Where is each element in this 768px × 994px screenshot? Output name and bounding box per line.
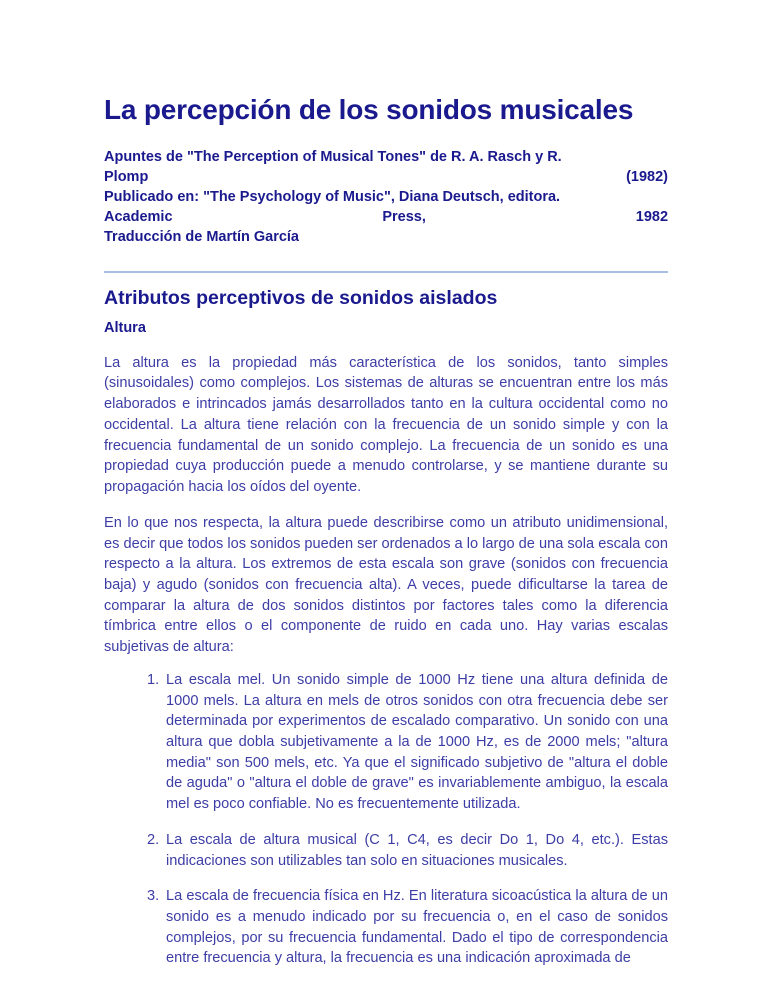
list-item: La escala mel. Un sonido simple de 1000 Hz tiene una altura definida de 1000 mels. La altura en mels de otros sonidos con otra frecuencia debe ser determinada por experimentos de escalado comparativo. Un sonido con una altura que dobla subjetivamente a la de 1000 Hz, es de 2000 mels; "altura media" son 500 mels, etc. Ya que el significado subjetivo de "altura el doble de aguda" o "altura el doble de grave" es invariablemente ambiguo, la escala mel es poco confiable. No es frecuentemente utilizada. [166,671,668,813]
attribution-block [104,128,668,247]
attribution-line-1: Apuntes de "The Perception of Musical Tones" de R. A. Rasch y R. [104,148,562,165]
attribution-line-5: Traducción de Martín García [104,228,299,245]
attribution-line-4-mid: Press, [382,208,426,225]
body-paragraph: La altura es la propiedad más característica de los sonidos, tanto simples (sinusoidales) como complejos. Los sistemas de alturas se encuentran entre los más elaborados e intrincados jamás desarrollados tanto en la cultura occidental como no occidental. La altura tiene relación con la frecuencia de un sonido simple y con la frecuencia fundamental de un sonido complejo. La frecuencia de un sonido es una propiedad cuya producción puede a menudo controlarse, y se mantiene durante su propagación hacia los oídos del oyente. [104,354,668,496]
section-heading: Atributos perceptivos de sonidos aislados [104,286,498,309]
list-item: La escala de altura musical (C 1, C4, es decir Do 1, Do 4, etc.). Estas indicaciones son utilizables tan solo en situaciones musicales. [166,831,668,869]
attribution-line-4-left: Academic [104,208,173,225]
attribution-line-3: Publicado en: "The Psychology of Music", Diana Deutsch, editora. [104,188,561,205]
body-paragraph: En lo que nos respecta, la altura puede describirse como un atributo unidimensional, es decir que todos los sonidos pueden ser ordenados a lo largo de una sola escala con respecto a la altura. Los extremos de esta escala son grave (sonidos con frecuencia baja) y agudo (sonidos con frecuencia alta). A veces, puede dificultarse la tarea de comparar la altura de dos sonidos distintos por factores tales como la diferencia tímbrica entre ellos o el componente de ruido en cada uno. Hay varias escalas subjetivas de altura: [104,514,668,656]
scales-numbered-list [104,658,668,969]
attribution-line-4 [104,207,668,227]
subsection-heading: Altura [104,319,146,336]
attribution-line-2-right: (1982) [626,168,668,185]
attribution-line-4-right: 1982 [635,208,669,225]
attribution-line-2 [104,167,668,187]
document-content [104,0,668,969]
attribution-line-2-left: Plomp [104,168,149,185]
list-item: La escala de frecuencia física en Hz. En literatura sicoacústica la altura de un sonido es a menudo indicado por su frecuencia o, en el caso de sonidos complejos, por su frecuencia fundamental. Dado el tipo de correspondencia entre frecuencia y altura, la frecuencia es una indicación aproximada de [166,888,668,967]
page-title: La percepción de los sonidos musicales [104,94,634,125]
